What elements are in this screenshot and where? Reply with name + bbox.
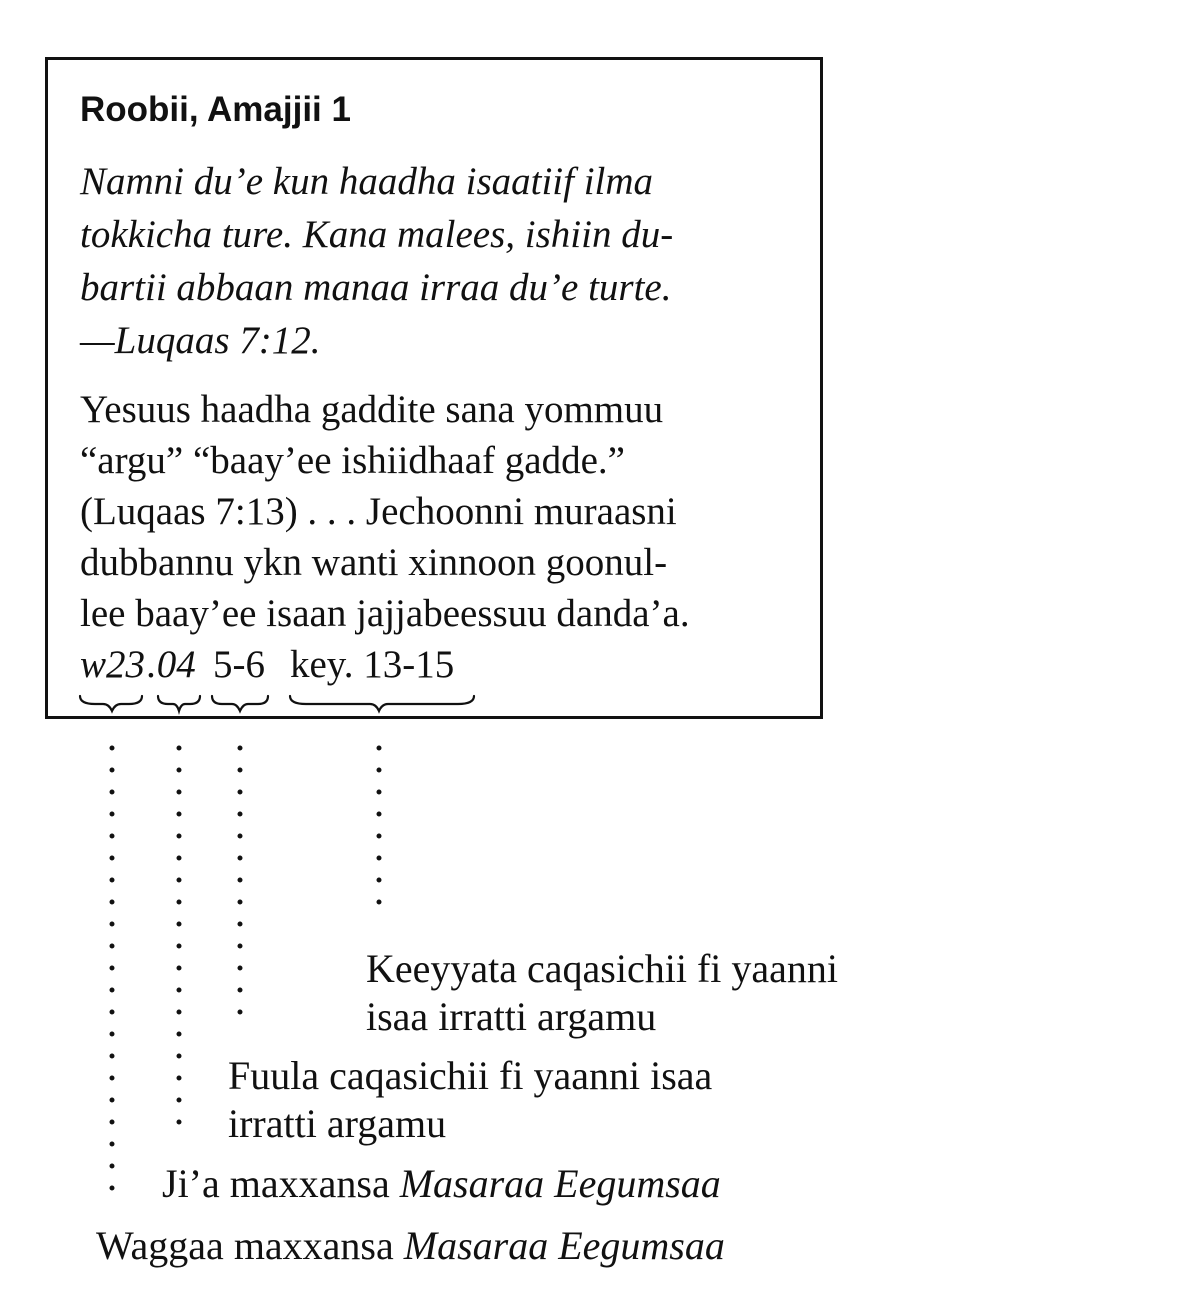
brace-paragraphs [290,696,474,711]
brace-publication-year [80,696,142,711]
label-publication-year: Waggaa maxxansa Masaraa Eegumsaa [96,1223,725,1268]
comment-line: “argu” “baay’ee ishiidhaaf gadde.” [80,439,625,482]
verse-line: tokkicha ture. Kana malees, ishiin du- [80,213,674,256]
brace-pages [212,696,268,711]
verse-line: Namni du’e kun haadha isaatiif ilma [80,160,654,203]
reference-paragraphs: key. 13-15 [290,643,455,686]
label-paragraphs: Keeyyata caqasichii fi yaanni isaa irratti argamu [366,946,838,1039]
label-pages: Fuula caqasichii fi yaanni isaa irratti argamu [228,1053,713,1146]
brace-issue [158,696,200,711]
reference-pages: 5-6 [213,643,265,686]
label-issue: Ji’a maxxansa Masaraa Eegumsaa [162,1161,721,1206]
verse-citation: —Luqaas 7:12. [80,319,321,362]
reference-publication-year: w23 [80,643,146,686]
reference-issue: .04 [147,643,196,686]
comment-line: Yesuus haadha gaddite sana yommuu [80,388,664,431]
comment-line: lee baay’ee isaan jajjabeessuu danda’a. [80,592,690,635]
comment-line: (Luqaas 7:13) . . . Jechoonni muraasni [80,490,677,533]
date-heading: Roobii, Amajjii 1 [80,90,351,129]
verse-line: bartii abbaan manaa irraa du’e turte. [80,266,672,309]
comment-line: dubbannu ykn wanti xinnoon goonul- [80,541,668,584]
